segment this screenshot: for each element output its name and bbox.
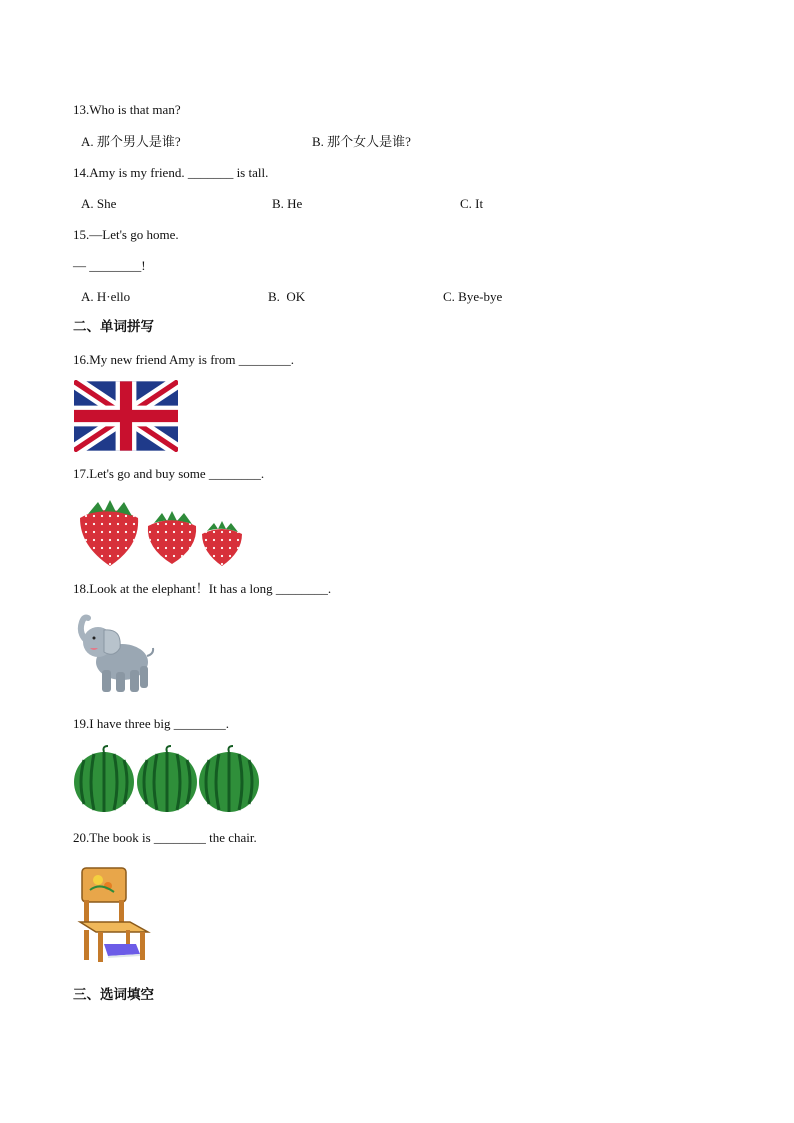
section-title-fill-in: 三、选词填空 (73, 987, 154, 1003)
q15-option-b: B. OK (268, 289, 306, 304)
q14-option-b: B. He (272, 196, 303, 211)
q20-stem: 20.The book is ________ the chair. (73, 830, 257, 845)
elephant-icon (74, 612, 156, 696)
strawberries-icon (74, 496, 244, 568)
q14-stem: 14.Amy is my friend. _______ is tall. (73, 165, 269, 180)
q19-stem: 19.I have three big ________. (73, 716, 229, 731)
q18-stem: 18.Look at the elephant！It has a long ________. (73, 581, 332, 596)
q16-stem: 16.My new friend Amy is from ________. (73, 352, 294, 367)
watermelons-icon (74, 744, 260, 816)
q14-option-c: C. It (460, 196, 484, 211)
q14-option-a: A. She (81, 196, 117, 211)
q15-option-c: C. Bye-bye (443, 289, 503, 304)
section-title-spelling: 二、单词拼写 (73, 319, 154, 335)
uk-flag-icon (74, 380, 178, 452)
q15-option-a: A. H·ello (81, 289, 131, 304)
q13-option-a: A. 那个男人是谁? (81, 134, 181, 149)
q13-option-b: B. 那个女人是谁? (312, 134, 411, 149)
q13-stem: 13.Who is that man? (73, 102, 181, 117)
chair-with-book-icon (74, 864, 154, 964)
q15-reply: — ________! (73, 258, 146, 273)
q17-stem: 17.Let's go and buy some ________. (73, 466, 265, 481)
q15-stem: 15.—Let's go home. (73, 227, 179, 242)
